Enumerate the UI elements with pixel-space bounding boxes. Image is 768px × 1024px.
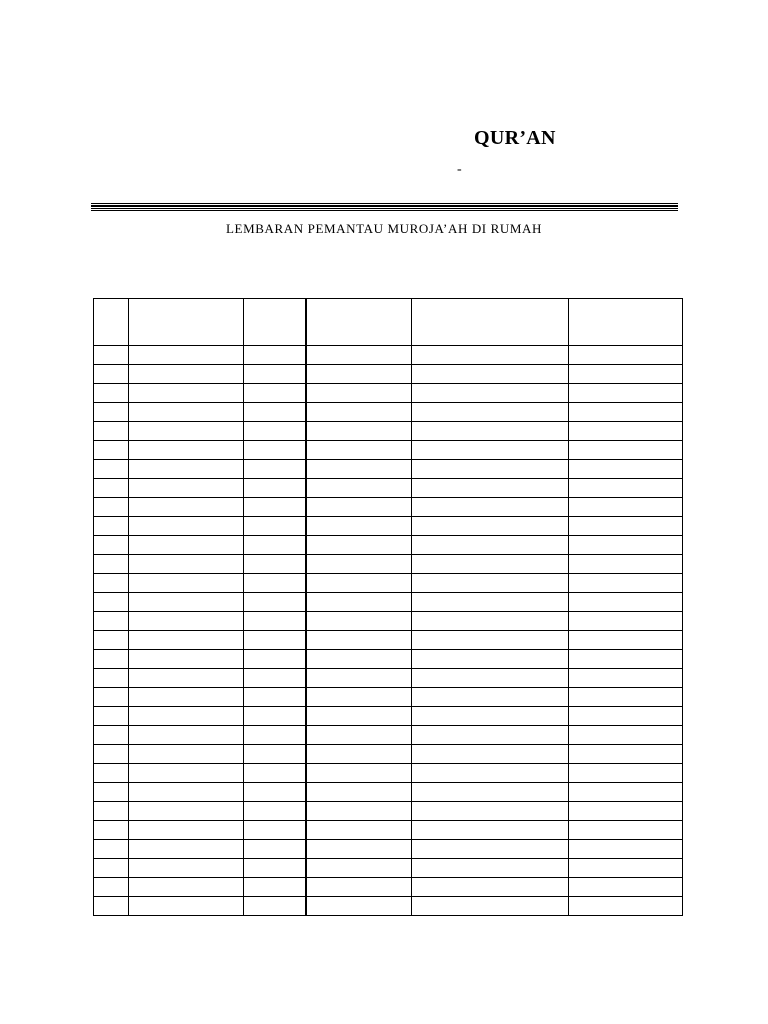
table-cell: [129, 384, 244, 403]
table-cell: [412, 441, 569, 460]
table-cell: [569, 403, 683, 422]
header-rule: [91, 208, 678, 209]
table-cell: [94, 498, 129, 517]
table-cell: [306, 821, 412, 840]
header-rule: [91, 210, 678, 211]
table-cell: [129, 517, 244, 536]
table-cell: [244, 745, 306, 764]
table-cell: [244, 593, 306, 612]
table-cell: [306, 346, 412, 365]
table-cell: [129, 441, 244, 460]
table-cell: [569, 783, 683, 802]
table-cell: [569, 384, 683, 403]
table-cell: [94, 783, 129, 802]
table-row: [94, 574, 683, 593]
table-cell: [569, 745, 683, 764]
table-cell: [94, 840, 129, 859]
table-cell: [306, 479, 412, 498]
table-cell: [306, 574, 412, 593]
table-cell: [129, 479, 244, 498]
table-cell: [412, 536, 569, 555]
table-cell: [94, 365, 129, 384]
table-cell: [412, 802, 569, 821]
table-cell: [569, 422, 683, 441]
table-cell: [412, 688, 569, 707]
header-cell: [412, 299, 569, 346]
table-cell: [306, 384, 412, 403]
table-row: [94, 840, 683, 859]
table-cell: [129, 783, 244, 802]
table-cell: [94, 688, 129, 707]
table-cell: [306, 897, 412, 916]
table-cell: [94, 517, 129, 536]
table-cell: [129, 555, 244, 574]
table-cell: [244, 669, 306, 688]
table-cell: [412, 384, 569, 403]
table-cell: [412, 346, 569, 365]
table-cell: [412, 859, 569, 878]
header-cell: [306, 299, 412, 346]
table-cell: [244, 403, 306, 422]
table-cell: [306, 650, 412, 669]
table-cell: [94, 764, 129, 783]
table-row: [94, 612, 683, 631]
table-cell: [412, 593, 569, 612]
table-cell: [129, 403, 244, 422]
table-cell: [412, 631, 569, 650]
table-cell: [94, 479, 129, 498]
table-cell: [244, 479, 306, 498]
table-cell: [569, 574, 683, 593]
table-cell: [306, 745, 412, 764]
table-row: [94, 422, 683, 441]
table-cell: [129, 878, 244, 897]
table-cell: [569, 878, 683, 897]
table-cell: [244, 460, 306, 479]
table-cell: [306, 688, 412, 707]
table-cell: [94, 707, 129, 726]
table-cell: [306, 536, 412, 555]
table-cell: [412, 669, 569, 688]
table-cell: [244, 365, 306, 384]
table-cell: [94, 384, 129, 403]
table-cell: [569, 859, 683, 878]
table-row: [94, 764, 683, 783]
table-row: [94, 878, 683, 897]
table-row: [94, 802, 683, 821]
table-cell: [412, 479, 569, 498]
table-cell: [94, 460, 129, 479]
document-title: QUR’AN: [474, 127, 556, 149]
header-rule: [91, 205, 678, 207]
table-cell: [244, 878, 306, 897]
table-cell: [306, 422, 412, 441]
header-cell: [244, 299, 306, 346]
table-cell: [306, 859, 412, 878]
table-cell: [306, 365, 412, 384]
document-subtitle: [0, 221, 768, 237]
table-row: [94, 745, 683, 764]
table-cell: [569, 479, 683, 498]
table-row: [94, 536, 683, 555]
table-cell: [129, 460, 244, 479]
table-cell: [306, 517, 412, 536]
table-row: [94, 460, 683, 479]
table-cell: [94, 821, 129, 840]
table-cell: [306, 631, 412, 650]
table-cell: [306, 498, 412, 517]
table-cell: [412, 422, 569, 441]
table-cell: [244, 536, 306, 555]
table-cell: [129, 764, 244, 783]
table-cell: [94, 612, 129, 631]
table-cell: [306, 802, 412, 821]
table-row: [94, 821, 683, 840]
header-cell: [569, 299, 683, 346]
table-cell: [129, 346, 244, 365]
table-cell: [244, 802, 306, 821]
table-cell: [244, 498, 306, 517]
table-row: [94, 384, 683, 403]
table-cell: [569, 688, 683, 707]
header-cell: [94, 299, 129, 346]
table-row: [94, 783, 683, 802]
table-cell: [412, 878, 569, 897]
table-cell: [244, 726, 306, 745]
table-cell: [244, 897, 306, 916]
table-cell: [306, 460, 412, 479]
table-cell: [569, 536, 683, 555]
table-cell: [306, 555, 412, 574]
table-cell: [569, 821, 683, 840]
table-cell: [94, 650, 129, 669]
table-cell: [569, 346, 683, 365]
table-cell: [412, 840, 569, 859]
table-cell: [94, 745, 129, 764]
table-cell: [306, 726, 412, 745]
table-cell: [129, 631, 244, 650]
table-cell: [94, 574, 129, 593]
header-rule: [91, 203, 678, 204]
table-cell: [412, 517, 569, 536]
table-row: [94, 707, 683, 726]
table-cell: [244, 384, 306, 403]
header-cell: [129, 299, 244, 346]
table-row: [94, 479, 683, 498]
table-cell: [412, 745, 569, 764]
table-cell: [569, 650, 683, 669]
table-row: [94, 346, 683, 365]
table-cell: [129, 897, 244, 916]
table-cell: [129, 669, 244, 688]
table-cell: [412, 555, 569, 574]
table-cell: [129, 498, 244, 517]
table-cell: [412, 821, 569, 840]
table-cell: [244, 612, 306, 631]
table-cell: [129, 422, 244, 441]
table-cell: [244, 840, 306, 859]
table-row: [94, 365, 683, 384]
table-row: [94, 688, 683, 707]
table-header-row: [94, 299, 683, 346]
table-cell: [569, 441, 683, 460]
monitoring-table: [93, 298, 683, 916]
table-cell: [129, 707, 244, 726]
table-cell: [412, 783, 569, 802]
subtitle-text: LEMBARAN PEMANTAU MUROJA’AH DI RUMAH: [226, 221, 542, 236]
table-cell: [244, 650, 306, 669]
table-cell: [129, 726, 244, 745]
table-cell: [412, 897, 569, 916]
table-cell: [244, 422, 306, 441]
table-cell: [129, 574, 244, 593]
title-mark: -: [457, 162, 462, 177]
table-row: [94, 555, 683, 574]
table-cell: [244, 688, 306, 707]
table-row: [94, 859, 683, 878]
table-cell: [569, 840, 683, 859]
table-row: [94, 650, 683, 669]
table-cell: [129, 745, 244, 764]
table-cell: [94, 536, 129, 555]
table-cell: [306, 878, 412, 897]
table-cell: [129, 612, 244, 631]
table-cell: [306, 783, 412, 802]
table-cell: [569, 593, 683, 612]
table-cell: [244, 346, 306, 365]
table-cell: [306, 764, 412, 783]
table-cell: [412, 365, 569, 384]
table-cell: [244, 441, 306, 460]
table-cell: [569, 517, 683, 536]
table-cell: [569, 726, 683, 745]
table-cell: [94, 593, 129, 612]
table-row: [94, 403, 683, 422]
table-cell: [129, 688, 244, 707]
table-cell: [94, 897, 129, 916]
table-cell: [569, 365, 683, 384]
table-cell: [244, 631, 306, 650]
table-cell: [129, 802, 244, 821]
table-cell: [244, 707, 306, 726]
table-cell: [569, 764, 683, 783]
table-cell: [306, 840, 412, 859]
table-cell: [412, 612, 569, 631]
table-cell: [94, 555, 129, 574]
table-row: [94, 897, 683, 916]
table-cell: [94, 346, 129, 365]
table-cell: [244, 821, 306, 840]
table-cell: [306, 441, 412, 460]
table-cell: [94, 422, 129, 441]
table-row: [94, 593, 683, 612]
table-cell: [412, 707, 569, 726]
table-cell: [412, 498, 569, 517]
table-cell: [129, 859, 244, 878]
table-cell: [244, 517, 306, 536]
table-cell: [129, 536, 244, 555]
table-cell: [244, 764, 306, 783]
table-cell: [412, 764, 569, 783]
table-cell: [569, 555, 683, 574]
table-row: [94, 631, 683, 650]
table-cell: [94, 669, 129, 688]
table-cell: [569, 460, 683, 479]
table-cell: [94, 403, 129, 422]
table-row: [94, 669, 683, 688]
table-cell: [306, 669, 412, 688]
table-row: [94, 441, 683, 460]
table-cell: [244, 574, 306, 593]
table-cell: [244, 783, 306, 802]
table-row: [94, 726, 683, 745]
table-cell: [569, 612, 683, 631]
table-cell: [94, 631, 129, 650]
table-cell: [412, 726, 569, 745]
table-cell: [306, 612, 412, 631]
table-cell: [569, 631, 683, 650]
table-cell: [129, 365, 244, 384]
table-cell: [94, 859, 129, 878]
table-cell: [569, 669, 683, 688]
table-cell: [569, 802, 683, 821]
table-cell: [129, 593, 244, 612]
table-cell: [569, 897, 683, 916]
table-cell: [306, 403, 412, 422]
table-cell: [129, 840, 244, 859]
table-cell: [306, 593, 412, 612]
table-cell: [94, 802, 129, 821]
table-row: [94, 498, 683, 517]
table-cell: [412, 574, 569, 593]
table-cell: [94, 726, 129, 745]
table-cell: [94, 441, 129, 460]
table-cell: [94, 878, 129, 897]
table-cell: [129, 821, 244, 840]
table-cell: [129, 650, 244, 669]
table-cell: [412, 650, 569, 669]
table-cell: [569, 498, 683, 517]
table-cell: [412, 460, 569, 479]
table-row: [94, 517, 683, 536]
table-cell: [569, 707, 683, 726]
table-cell: [244, 859, 306, 878]
table-cell: [306, 707, 412, 726]
table-cell: [244, 555, 306, 574]
table-cell: [412, 403, 569, 422]
